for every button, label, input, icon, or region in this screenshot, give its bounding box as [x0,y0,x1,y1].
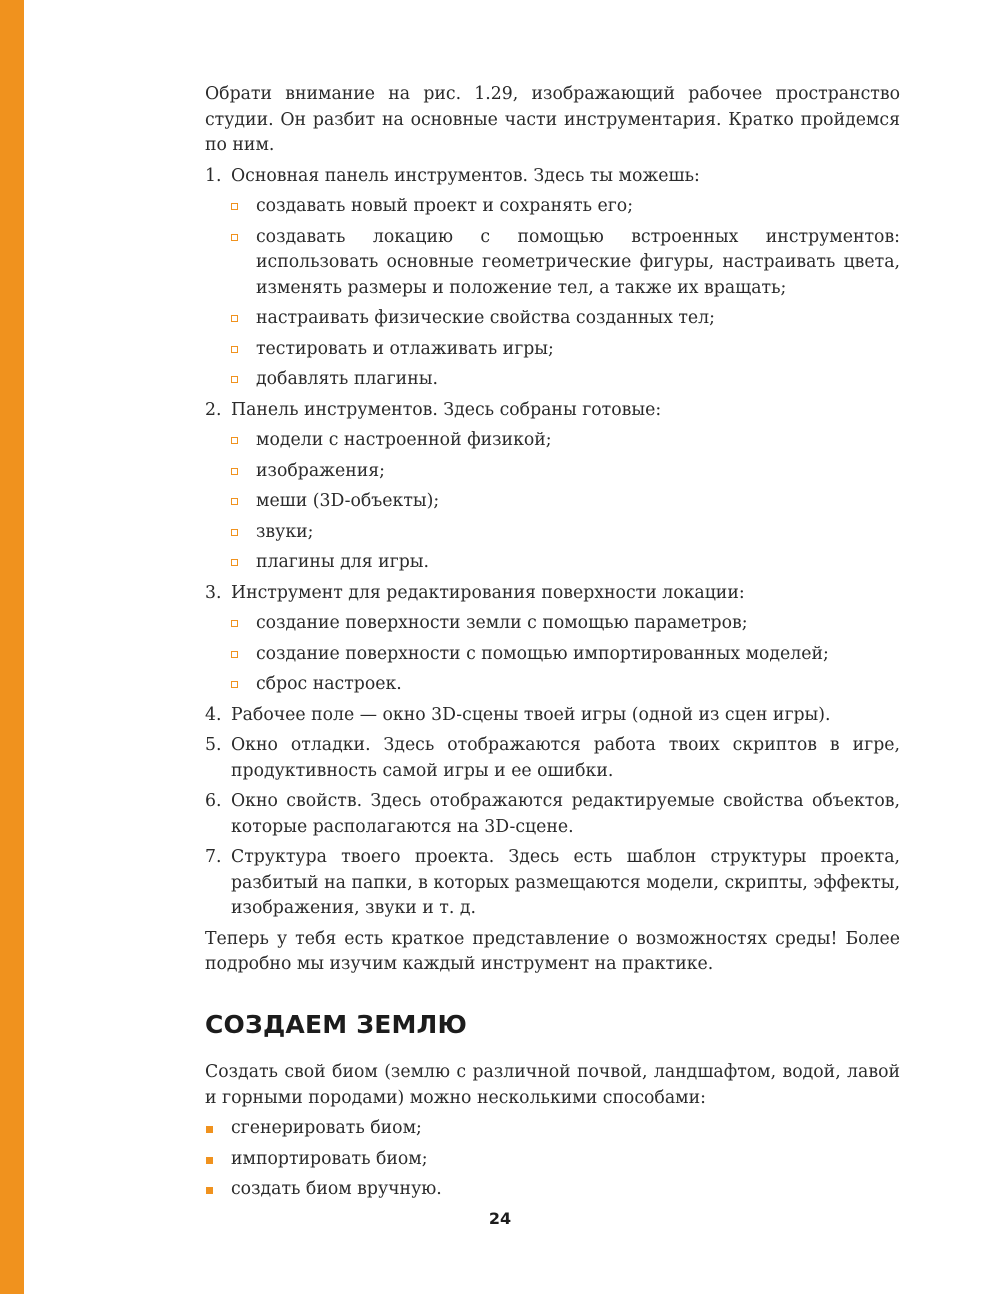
hollow-square-bullet-icon [231,376,238,383]
numbered-item [205,581,900,698]
sub-list-item [205,459,900,485]
sub-list-item [205,611,900,637]
page-number: 24 [488,1209,512,1228]
bullet-text: создать биом вручную. [231,1179,442,1200]
item-text: Инструмент для редактирования поверхности локации: [231,582,745,603]
section-intro-paragraph: Создать свой биом (землю с различной почвой, ландшафтом, водой, лавой и горными породами) можно несколькими способами: [205,1062,900,1108]
hollow-square-bullet-icon [231,234,238,241]
page-content [205,82,900,1203]
numbered-item-line [205,789,900,840]
sub-list [205,611,900,698]
sub-list-item [205,550,900,576]
numbered-item-line [205,398,900,424]
solid-square-bullet-icon [206,1157,213,1164]
orange-side-bar [0,0,24,1294]
numbered-item [205,398,900,576]
sub-list [205,428,900,576]
numbered-item-line [205,164,900,190]
item-text: Структура твоего проекта. Здесь есть шаблон структуры проекта, разбитый на папки, в которых размещаются модели, скрипты, эффекты, изображения, звуки и т. д. [231,847,900,918]
section-bullet-list [205,1116,900,1203]
item-text: Основная панель инструментов. Здесь ты можешь: [231,165,700,186]
hollow-square-bullet-icon [231,529,238,536]
sub-list-item [205,428,900,454]
sub-list-item [205,194,900,220]
bullet-list-item [205,1147,900,1173]
sub-item-text: создавать локацию с помощью встроенных инструментов: использовать основные геометрические фигуры, настраивать цвета, изменять размеры и положение тел, а также их вращать; [256,226,900,298]
bullet-list-item [205,1177,900,1203]
summary-paragraph: Теперь у тебя есть краткое представление о возможностях среды! Более подробно мы изучим каждый инструмент на практике. [205,928,900,974]
sub-item-text: тестировать и отлаживать игры; [256,338,554,359]
hollow-square-bullet-icon [231,498,238,505]
sub-list-item [205,337,900,363]
sub-item-text: создавать новый проект и сохранять его; [256,196,634,216]
item-text: Окно свойств. Здесь отображаются редактируемые свойства объектов, которые располагаются на 3D-сцене. [231,791,900,837]
sub-item-text: изображения; [256,460,386,481]
sub-list-item [205,520,900,546]
sub-item-text: создание поверхности земли с помощью параметров; [256,613,748,633]
sub-item-text: звуки; [256,521,314,542]
sub-list [205,194,900,393]
hollow-square-bullet-icon [231,681,238,688]
sub-list-item [205,642,900,668]
hollow-square-bullet-icon [231,620,238,627]
sub-list-item [205,225,900,302]
item-text: Рабочее поле — окно 3D-сцены твоей игры (одной из сцен игры). [231,704,831,725]
numbered-item [205,733,900,784]
sub-item-text: меши (3D-объекты); [256,491,440,511]
item-number: 6. [205,791,222,811]
sub-list-item [205,672,900,698]
solid-square-bullet-icon [206,1187,213,1194]
item-number: 2. [205,399,222,420]
hollow-square-bullet-icon [231,346,238,353]
sub-list-item [205,367,900,393]
hollow-square-bullet-icon [231,468,238,475]
sub-item-text: модели с настроенной физикой; [256,430,552,450]
hollow-square-bullet-icon [231,203,238,210]
hollow-square-bullet-icon [231,651,238,658]
intro-paragraph: Обрати внимание на рис. 1.29, изображающий рабочее пространство студии. Он разбит на основные части инструментария. Кратко пройдемся по ним. [205,84,900,155]
sub-list-item [205,306,900,332]
hollow-square-bullet-icon [231,315,238,322]
sub-item-text: сброс настроек. [256,674,402,694]
numbered-item [205,164,900,393]
bullet-text: сгенерировать биом; [231,1118,422,1139]
sub-item-text: добавлять плагины. [256,369,438,389]
sub-list-item [205,489,900,515]
numbered-item-line [205,703,900,729]
hollow-square-bullet-icon [231,437,238,444]
numbered-list [205,164,900,922]
item-number: 7. [205,847,222,867]
item-number: 1. [205,165,222,186]
numbered-item [205,703,900,729]
numbered-item-line [205,733,900,784]
section-heading: СОЗДАЕМ ЗЕМЛЮ [205,1009,468,1039]
hollow-square-bullet-icon [231,559,238,566]
sub-item-text: создание поверхности с помощью импортированных моделей; [256,643,829,664]
numbered-item-line [205,581,900,607]
item-text: Панель инструментов. Здесь собраны готовые: [231,399,662,420]
bullet-list-item [205,1116,900,1142]
bullet-text: импортировать биом; [231,1148,428,1169]
solid-square-bullet-icon [206,1126,213,1133]
sub-item-text: настраивать физические свойства созданных тел; [256,308,715,328]
numbered-item [205,845,900,922]
numbered-item-line [205,845,900,922]
item-number: 4. [205,704,222,725]
item-number: 3. [205,582,222,603]
item-text: Окно отладки. Здесь отображаются работа твоих скриптов в игре, продуктивность самой игры и ее ошибки. [231,735,900,781]
sub-item-text: плагины для игры. [256,552,430,572]
item-number: 5. [205,735,222,755]
numbered-item [205,789,900,840]
